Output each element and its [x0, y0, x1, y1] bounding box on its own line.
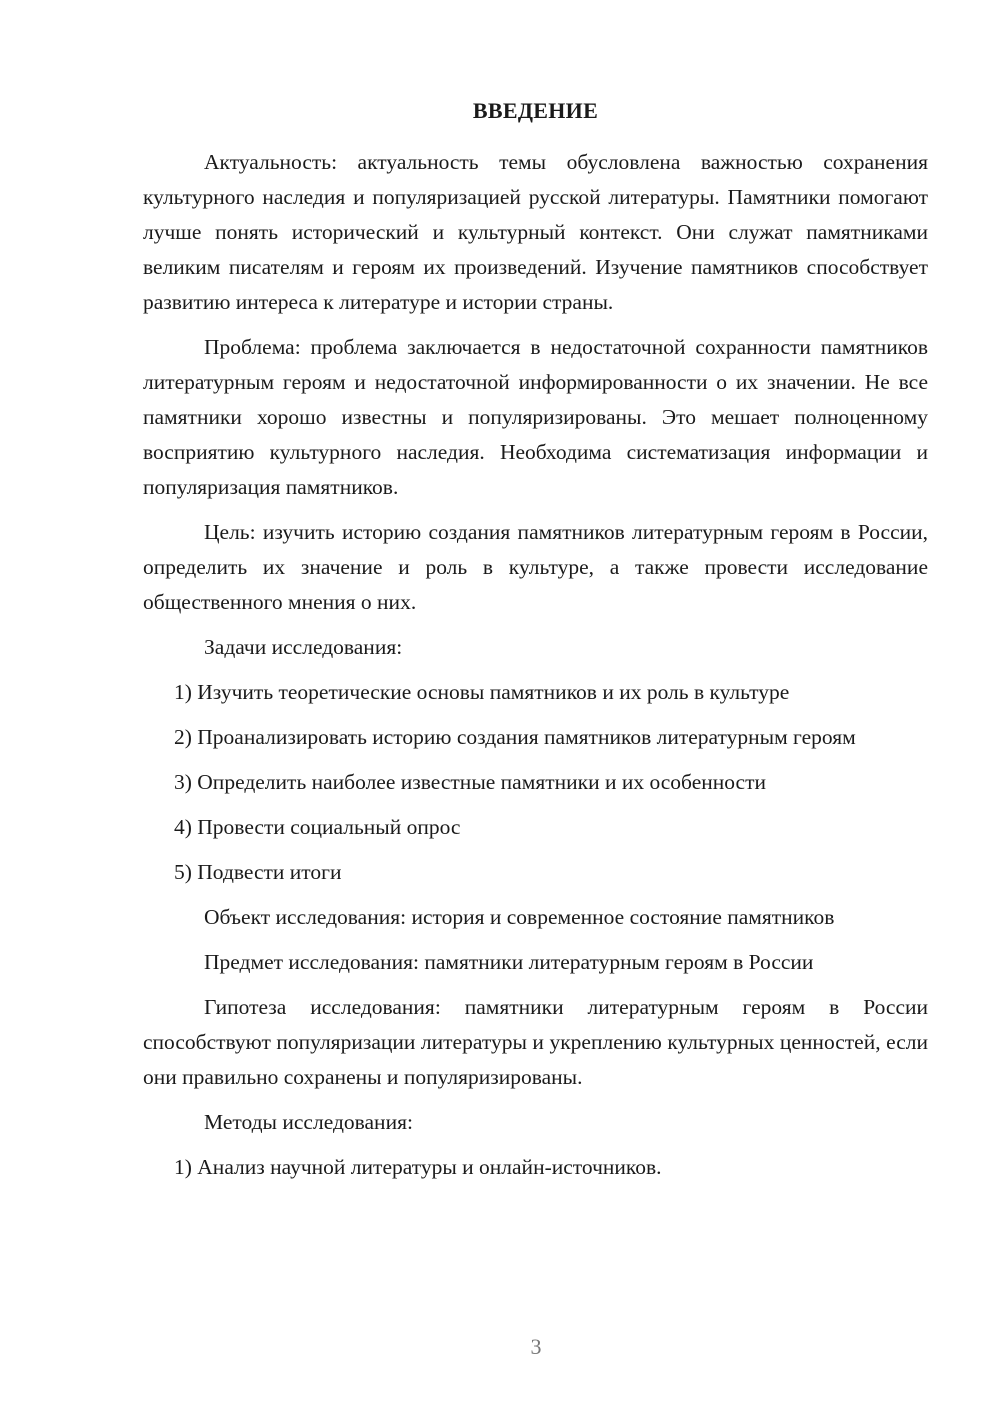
task-item-1: 1) Изучить теоретические основы памятников и их роль в культуре — [174, 680, 790, 704]
task-item-5: 5) Подвести итоги — [174, 860, 342, 884]
paragraph-hypothesis: Гипотеза исследования: памятники литературным героям в России способствуют популяризации литературы и укреплению культурных ценностей, если они правильно сохранены и популяризированы. — [143, 995, 928, 1089]
task-item-4: 4) Провести социальный опрос — [174, 815, 461, 839]
paragraph-relevance: Актуальность: актуальность темы обусловлена важностью сохранения культурного наследия и популяризацией русской литературы. Памятники помогают лучше понять исторический и культурный контекст. Они служат памятниками великим писателям и героям их произведений. Изучение памятников способствует развитию интереса к литературе и истории страны. — [143, 150, 928, 314]
paragraph-subject: Предмет исследования: памятники литературным героям в России — [204, 950, 814, 974]
page-content — [143, 96, 928, 1195]
paragraph-goal: Цель: изучить историю создания памятников литературным героям в России, определить их значение и роль в культуре, а также провести исследование общественного мнения о них. — [143, 520, 928, 614]
task-item-2: 2) Проанализировать историю создания памятников литературным героям — [174, 725, 856, 749]
paragraph-object: Объект исследования: история и современное состояние памятников — [204, 905, 835, 929]
page-number: 3 — [530, 1334, 542, 1359]
paragraph-methods-heading: Методы исследования: — [204, 1110, 413, 1134]
task-item-3: 3) Определить наиболее известные памятники и их особенности — [174, 770, 766, 794]
paragraph-tasks-heading: Задачи исследования: — [204, 635, 403, 659]
page-title: ВВЕДЕНИЕ — [472, 98, 599, 123]
paragraph-problem: Проблема: проблема заключается в недостаточной сохранности памятников литературным героям и недостаточной информированности о их значении. Не все памятники хорошо известны и популяризированы. Это мешает полноценному восприятию культурного наследия. Необходима систематизация информации и популяризация памятников. — [143, 335, 928, 499]
method-item-1: 1) Анализ научной литературы и онлайн-источников. — [174, 1155, 662, 1179]
